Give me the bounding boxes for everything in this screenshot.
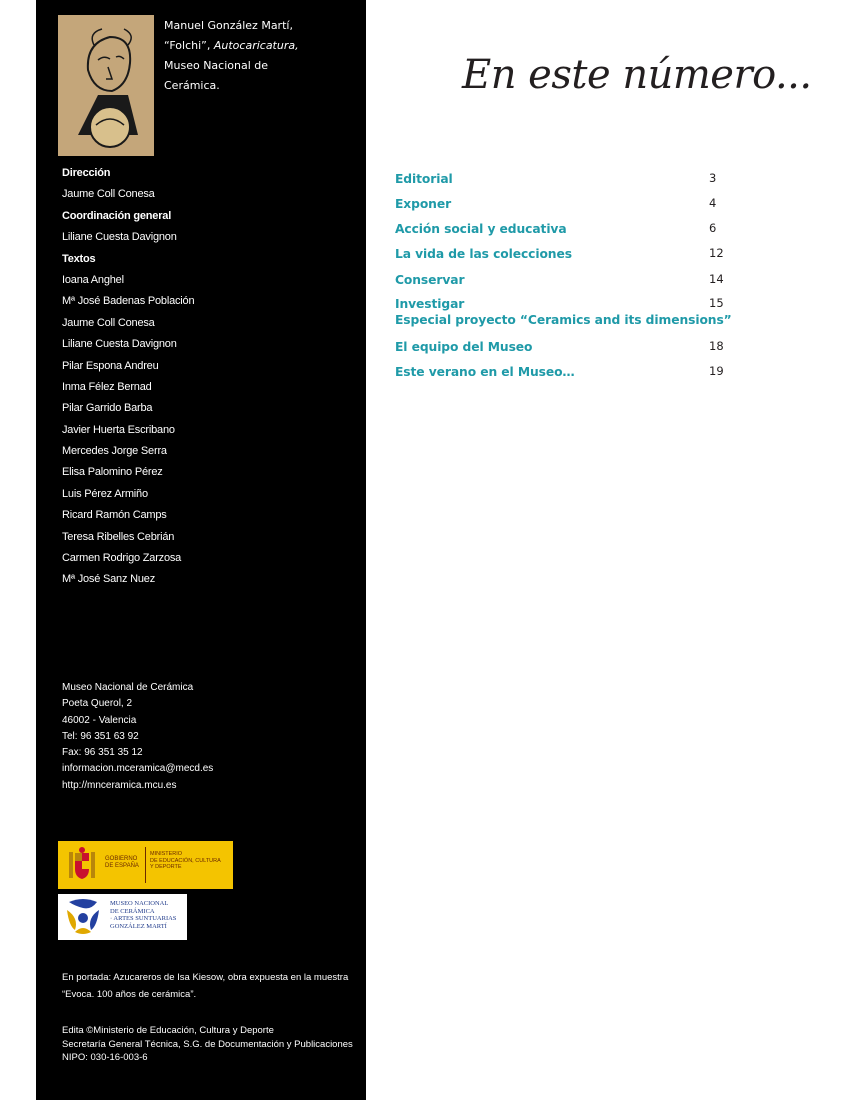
credit-name: Carmen Rodrigo Zarzosa: [62, 552, 182, 565]
toc-entry[interactable]: [395, 365, 795, 379]
credit-name: Teresa Ribelles Cebrián: [62, 530, 175, 543]
portrait-caption: [164, 16, 334, 96]
credit-name: Jaume Coll Conesa: [62, 188, 155, 201]
toc-label: Acción social y educativa: [395, 222, 567, 236]
toc-label: La vida de las colecciones: [395, 247, 572, 261]
credit-name: Mercedes Jorge Serra: [62, 445, 167, 458]
toc-entry[interactable]: [395, 197, 795, 211]
credit-name: Mª José Sanz Nuez: [62, 573, 155, 586]
address-line: Fax: 96 351 35 12: [62, 747, 143, 759]
gov-text: GOBIERNO DE ESPAÑA: [105, 856, 139, 869]
toc-label: El equipo del Museo: [395, 340, 533, 354]
toc-page-number: 3: [709, 171, 717, 185]
toc-page-number: 12: [709, 246, 724, 260]
publisher-line: Secretaría General Técnica, S.G. de Documentación y Publicaciones: [62, 1038, 353, 1050]
toc-page-number: 18: [709, 339, 724, 353]
credit-name: Liliane Cuesta Davignon: [62, 338, 177, 351]
address-line[interactable]: http://mnceramica.mcu.es: [62, 779, 177, 791]
toc-page-number: 19: [709, 364, 724, 378]
credit-name: Mª José Badenas Población: [62, 295, 195, 308]
caption-line: Manuel González Martí,: [164, 19, 293, 32]
caricature-image: [58, 15, 154, 156]
museum-logo-text: MUSEO NACIONAL DE CERÁMICA · ARTES SUNTUARIAS GONZÁLEZ MARTÍ: [110, 900, 177, 930]
credit-name: Jaume Coll Conesa: [62, 316, 155, 329]
credit-name: Elisa Palomino Pérez: [62, 466, 163, 479]
credit-name: Pilar Garrido Barba: [62, 402, 153, 415]
museum-logo: [58, 894, 187, 940]
toc-entry[interactable]: [395, 340, 795, 354]
publisher-note: [62, 1024, 372, 1065]
toc-entry[interactable]: [395, 247, 795, 261]
toc-page-number: 4: [709, 196, 717, 210]
cover-note: En portada: Azucareros de Isa Kiesow, obra expuesta en la muestra “Evoca. 100 años de cerámica”.: [62, 972, 349, 1000]
museum-address: [62, 680, 213, 794]
toc-label: Este verano en el Museo…: [395, 365, 575, 379]
address-line: Poeta Querol, 2: [62, 698, 133, 710]
page-title: En este número...: [462, 52, 812, 98]
credit-name: Ioana Anghel: [62, 273, 124, 286]
address-line: 46002 - Valencia: [62, 714, 137, 726]
toc-sublabel: Especial proyecto “Ceramics and its dimensions”: [395, 313, 732, 327]
publisher-line: Edita ©Ministerio de Educación, Cultura y Deporte: [62, 1025, 274, 1036]
toc-label: Editorial: [395, 172, 453, 186]
coat-of-arms-icon: [66, 847, 98, 883]
toc-entry[interactable]: [395, 222, 795, 236]
toc-page-number: 15: [709, 296, 724, 310]
credit-name: Javier Huerta Escribano: [62, 423, 175, 436]
sidebar: [36, 0, 366, 1100]
caption-line: Cerámica.: [164, 79, 220, 92]
credit-heading: Coordinación general: [62, 209, 172, 222]
credit-name: Liliane Cuesta Davignon: [62, 231, 177, 244]
nipo-line: NIPO: 030-16-003-6: [62, 1052, 148, 1063]
toc-page-number: 14: [709, 272, 724, 286]
ministry-text: MINISTERIO DE EDUCACIÓN, CULTURA Y DEPORTE: [150, 851, 221, 870]
toc-label: Conservar: [395, 273, 465, 287]
credit-name: Ricard Ramón Camps: [62, 509, 167, 522]
museum-emblem-icon: [61, 896, 105, 938]
address-line: Tel: 96 351 63 92: [62, 730, 139, 742]
credit-name: Pilar Espona Andreu: [62, 359, 159, 372]
caption-line: Museo Nacional de: [164, 59, 269, 72]
toc-entry[interactable]: [395, 172, 795, 186]
address-line: Museo Nacional de Cerámica: [62, 682, 194, 693]
toc-label: Exponer: [395, 197, 452, 211]
logo-divider: [145, 847, 146, 883]
credits-list: [62, 163, 352, 591]
toc-label: Investigar: [395, 297, 465, 311]
caption-line: “Folchi”,: [164, 39, 211, 52]
government-logo: [58, 841, 233, 889]
address-line[interactable]: informacion.mceramica@mecd.es: [62, 763, 214, 775]
credit-name: Inma Félez Bernad: [62, 380, 152, 393]
toc-entry[interactable]: [395, 297, 795, 327]
toc-page-number: 6: [709, 221, 717, 235]
caption-italic: Autocaricatura,: [213, 39, 299, 52]
credit-name: Luis Pérez Armiño: [62, 487, 148, 500]
toc-entry[interactable]: [395, 273, 795, 287]
credit-heading: Textos: [62, 252, 96, 265]
credit-heading: Dirección: [62, 167, 111, 179]
